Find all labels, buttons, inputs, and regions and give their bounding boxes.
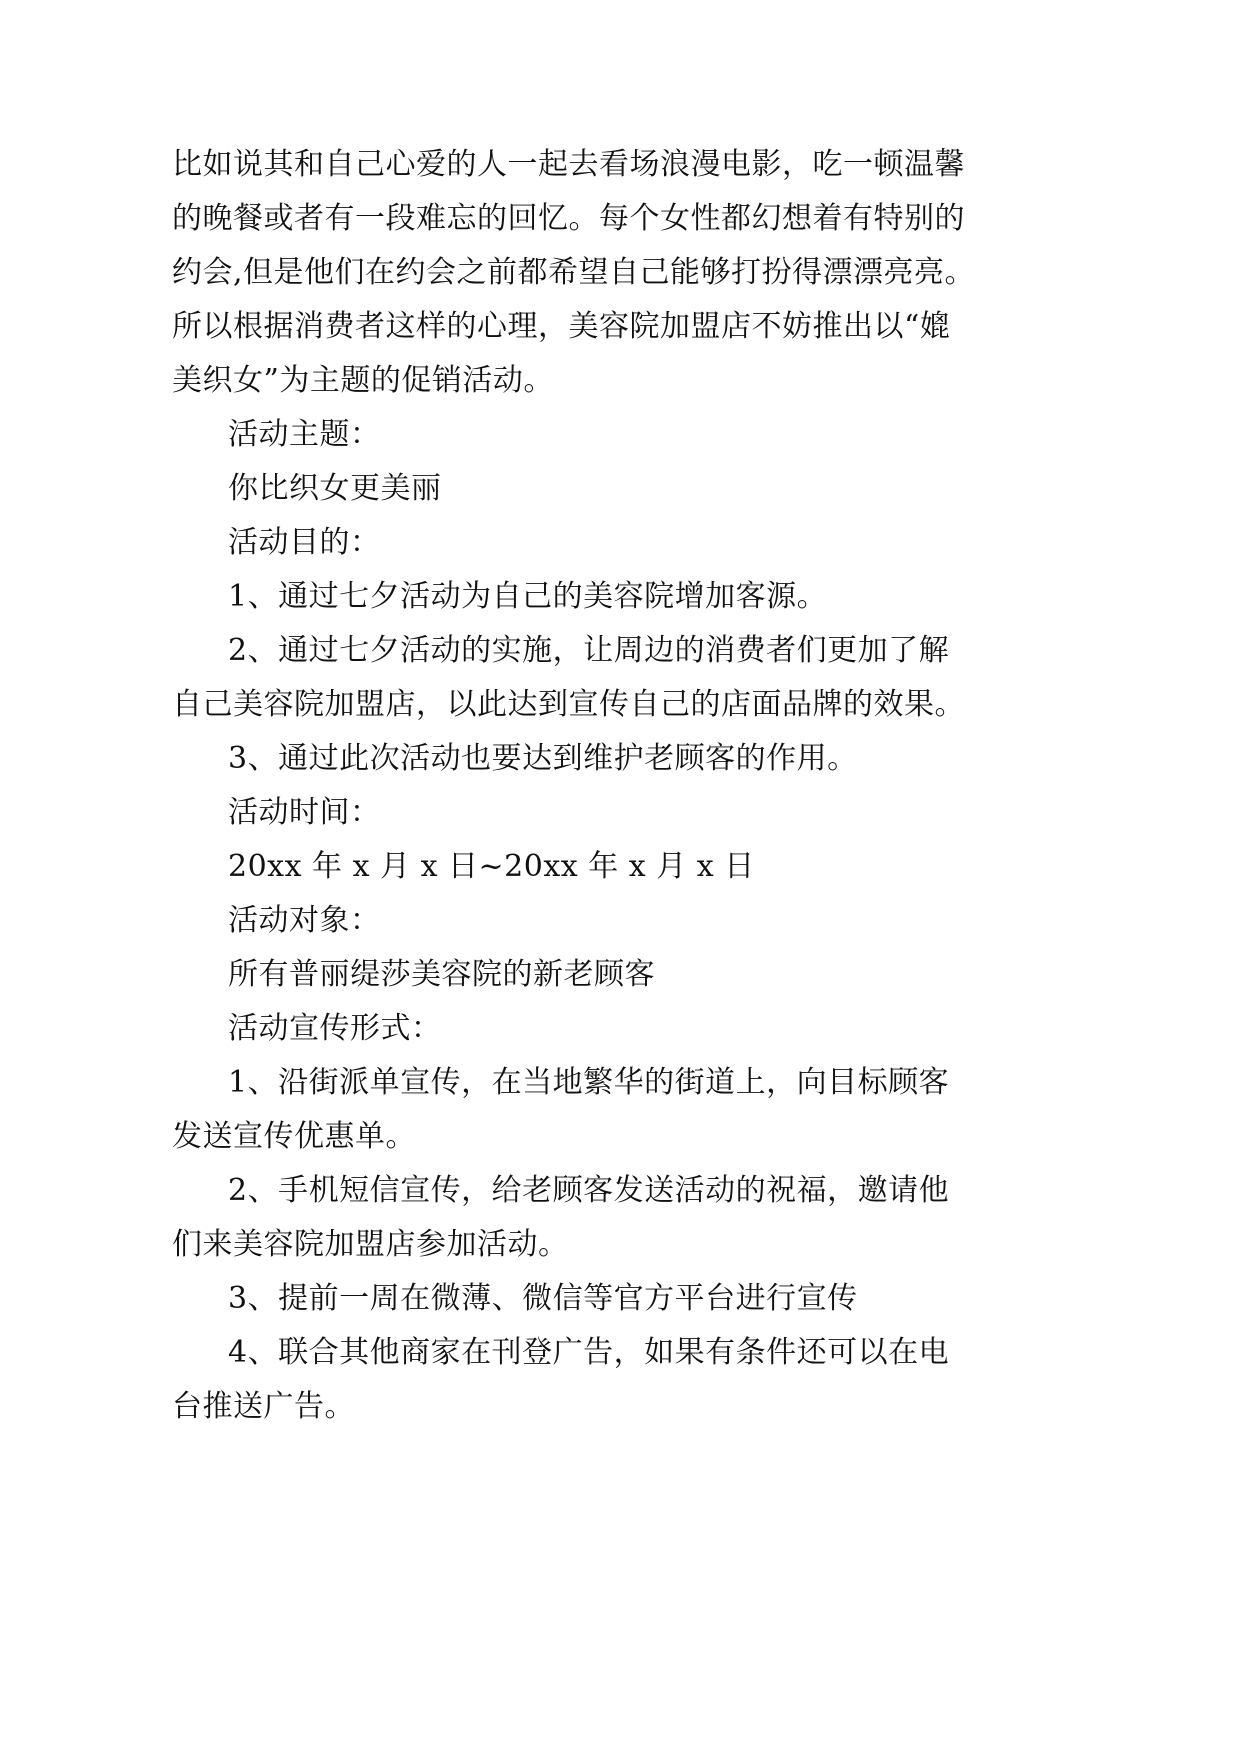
text-line: 自己美容院加盟店，以此达到宣传自己的店面品牌的效果。 (172, 687, 965, 722)
text-line: 们来美容院加盟店参加活动。 (172, 1227, 569, 1262)
list-item: 3、通过此次活动也要达到维护老顾客的作用。 (228, 741, 858, 776)
text-line: 你比织女更美丽 (228, 471, 442, 506)
list-item: 3、提前一周在微薄、微信等官方平台进行宣传 (228, 1281, 858, 1316)
text-line: 发送宣传优惠单。 (172, 1119, 416, 1154)
text-line: 的晚餐或者有一段难忘的回忆。每个女性都幻想着有特别的 (172, 201, 965, 236)
list-item: 2、通过七夕活动的实施，让周边的消费者们更加了解 (228, 633, 950, 668)
section-heading: 活动目的： (228, 525, 381, 560)
section-heading: 活动主题： (228, 417, 381, 452)
list-item: 1、通过七夕活动为自己的美容院增加客源。 (228, 579, 828, 614)
list-item: 1、沿街派单宣传，在当地繁华的街道上，向目标顾客 (228, 1065, 950, 1100)
section-heading: 活动时间： (228, 795, 381, 830)
list-item: 4、联合其他商家在刊登广告，如果有条件还可以在电 (228, 1335, 950, 1370)
text-line: 比如说其和自己心爱的人一起去看场浪漫电影，吃一顿温馨 (172, 147, 965, 182)
text-line: 20xx 年 x 月 x 日~20xx 年 x 月 x 日 (228, 849, 755, 884)
text-line: 约会,但是他们在约会之前都希望自己能够打扮得漂漂亮亮。 (172, 255, 976, 290)
section-heading: 活动宣传形式： (228, 1011, 442, 1046)
section-heading: 活动对象： (228, 903, 381, 938)
text-line: 所有普丽缇莎美容院的新老顾客 (228, 957, 655, 992)
text-line: 所以根据消费者这样的心理，美容院加盟店不妨推出以“媲 (172, 309, 951, 344)
list-item: 2、手机短信宣传，给老顾客发送活动的祝福，邀请他 (228, 1173, 950, 1208)
text-line: 台推送广告。 (172, 1389, 355, 1424)
text-line: 美织女”为主题的促销活动。 (172, 363, 554, 398)
